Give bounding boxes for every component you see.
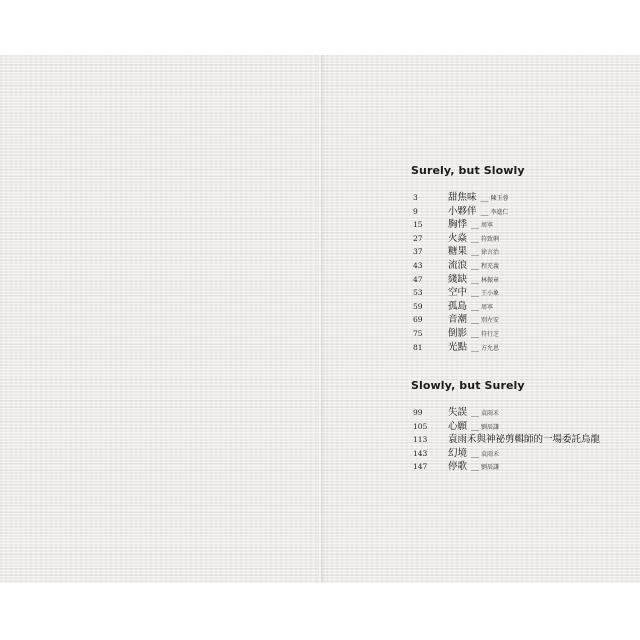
toc-entry <box>413 404 606 418</box>
toc-separator: __ <box>471 274 480 284</box>
toc-entry-author: 李進仁 <box>490 208 509 216</box>
toc-entry-title: 火焱 <box>448 232 468 244</box>
toc-entry-title: 甜焦味 <box>448 192 477 203</box>
toc-entry <box>413 203 509 217</box>
section-title-surely-but-slowly: Surely, but Slowly <box>411 164 525 177</box>
toc-page-number: 27 <box>413 233 423 243</box>
toc-separator: __ <box>480 193 489 202</box>
toc-entry-title: 胸悸 <box>448 219 468 231</box>
toc-entry-title: 流浪 <box>448 259 468 271</box>
toc-separator: __ <box>471 408 480 417</box>
toc-entry-title: 失誤 <box>448 407 468 418</box>
toc-page-number: 105 <box>413 421 428 431</box>
toc-separator: __ <box>471 233 480 243</box>
toc-separator: __ <box>471 260 480 270</box>
toc-entry-author: 徐言治 <box>481 249 500 257</box>
section-title-slowly-but-surely: Slowly, but Surely <box>411 379 525 392</box>
toc-entry-title: 幻境 <box>448 447 468 459</box>
toc-entry <box>413 189 509 203</box>
toc-entry-author: 林振章 <box>481 276 500 284</box>
toc-page-number: 15 <box>413 220 423 230</box>
toc-page-number: 37 <box>413 247 423 257</box>
toc-entry <box>413 216 509 230</box>
toc-entry-title: 袁雨禾與神祕剪輯師的一場委託烏龍 <box>448 434 601 446</box>
toc-entry <box>413 458 606 472</box>
toc-page-number: 3 <box>413 193 418 202</box>
toc-entry-author: 劉辰謙 <box>481 464 500 472</box>
toc-page-number: 147 <box>413 462 428 472</box>
toc-separator: __ <box>471 421 480 431</box>
toc-entry-author: 陳玉蓉 <box>490 195 509 202</box>
toc-separator: __ <box>480 206 489 216</box>
toc-entry <box>413 271 509 285</box>
left-page <box>0 55 319 583</box>
toc-separator: __ <box>471 315 480 325</box>
toc-entry-author: 程充義 <box>481 262 500 270</box>
toc-separator: __ <box>471 342 480 352</box>
toc-entry <box>413 230 509 244</box>
toc-separator: __ <box>471 247 480 257</box>
toc-entry-title: 停歌 <box>448 461 468 473</box>
toc-entry-title: 孤島 <box>448 300 468 312</box>
toc-page-number: 99 <box>413 408 423 417</box>
right-page <box>321 55 640 583</box>
toc-separator: __ <box>471 462 480 472</box>
toc-entry <box>413 431 606 445</box>
toc-page-number: 59 <box>413 301 423 311</box>
toc-entry-author: 別左安 <box>481 317 500 325</box>
toc-separator: __ <box>471 328 480 338</box>
toc-entry <box>413 298 509 312</box>
toc-entry-author: 符行芝 <box>481 330 500 338</box>
toc-list-section-1 <box>413 189 509 352</box>
toc-entry-author: 袁雨禾 <box>481 450 500 458</box>
toc-entry-title: 小夥伴 <box>448 205 477 217</box>
toc-entry <box>413 284 509 298</box>
toc-page-number: 43 <box>413 260 423 270</box>
toc-entry-title: 光點 <box>448 341 468 353</box>
toc-page-number: 53 <box>413 288 423 298</box>
toc-page-number: 143 <box>413 448 428 458</box>
toc-entry-title: 心願 <box>448 420 468 432</box>
toc-entry-author: 符致俐 <box>481 235 500 243</box>
toc-entry-title: 音潮 <box>448 314 468 326</box>
toc-separator: __ <box>471 220 480 230</box>
toc-entry-author: 周寧 <box>481 303 494 311</box>
toc-page-number: 113 <box>413 435 428 445</box>
toc-separator: __ <box>471 301 480 311</box>
toc-entry <box>413 311 509 325</box>
toc-entry <box>413 339 509 353</box>
toc-entry <box>413 243 509 257</box>
toc-entry-author: 劉辰謙 <box>481 423 500 431</box>
toc-entry-author: 周寧 <box>481 222 494 230</box>
book-spread <box>0 55 640 583</box>
book-gutter <box>316 55 326 583</box>
toc-entry-author: 方允恩 <box>481 344 500 352</box>
toc-entry-author: 王小象 <box>481 290 500 298</box>
toc-entry-title: 綫缺 <box>448 273 468 285</box>
toc-entry <box>413 257 509 271</box>
toc-page-number: 75 <box>413 328 423 338</box>
toc-page-number: 81 <box>413 342 423 352</box>
toc-page-number: 9 <box>413 206 418 216</box>
toc-entry-title: 倒影 <box>448 327 468 339</box>
toc-entry-author: 袁雨禾 <box>481 410 500 417</box>
toc-separator: __ <box>471 448 480 458</box>
toc-entry-title: 空中 <box>448 287 468 299</box>
toc-separator: __ <box>471 288 480 298</box>
toc-list-section-2 <box>413 404 606 472</box>
toc-page-number: 69 <box>413 315 423 325</box>
toc-entry <box>413 325 509 339</box>
toc-entry-title: 糖果 <box>448 246 468 258</box>
toc-page-number: 47 <box>413 274 423 284</box>
toc-entry <box>413 418 606 432</box>
toc-entry <box>413 445 606 459</box>
